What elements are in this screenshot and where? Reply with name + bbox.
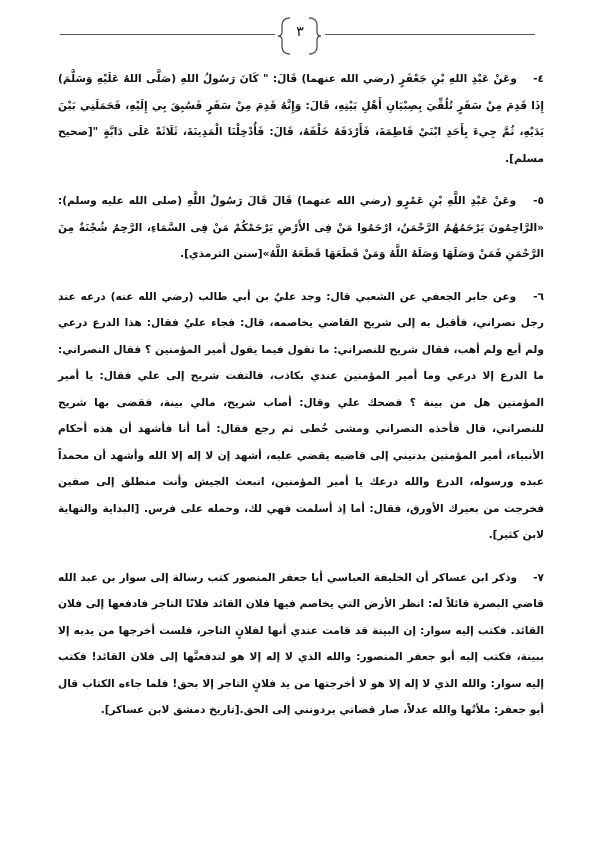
document-body — [58, 66, 544, 740]
page-header — [0, 0, 596, 60]
paragraph-number: ٤- — [533, 73, 544, 85]
left-bracket-ornament — [276, 16, 294, 56]
paragraph-4 — [58, 66, 544, 172]
right-bracket-ornament — [305, 16, 323, 56]
paragraph-number: ٥- — [533, 195, 544, 207]
paragraph-number: ٧- — [533, 571, 544, 584]
paragraph-text: وذكر ابن عساكر أن الخليفة العباسي أبا جعفر المنصور كتب رسالة إلى سوار بن عبد الله قاضي البصرة قائلاً له: انظر الأرض التي يخاصم فيها فلان القائد فلانًا التاجر فادفعها إلى فلان القائد. فكتب إليه سوار: إن البينة قد قامت عندي أنها لفلانٍ التاجر، فلست أخرجها من يديه إلا ببينة، فكتب إليه أبو جعفر المنصور: والله الذي لا إله إلا هو لتدفعنَّها إلى فلان القائد! فكتب إليه سوار: والله الذي لا إله إلا هو لا أخرجتها من يد فلانٍ التاجر إلا بحق! فلما جاءه الكتاب قال أبو جعفر: ملأتُها والله عدلاً، صار قضاتي يردونني إلى الحق.[تاريخ دمشق لابن عساكر]. — [58, 571, 544, 716]
paragraph-text: وعن جابر الجعفي عن الشعبي قال: وجد عليٌ بن أبي طالب (رضي الله عنه) درعه عند رجل نصراني، فأقبل به إلى شريح القاضي يخاصمه، قال: فجاء عليٌ فقال: هذا الدرع درعي ولم أبع ولم أهب، فقال شريح للنصراني: ما تقول فيما يقول أمير المؤمنين ؟ فقال النصراني: ما الدرع إلا درعي وما أمير المؤمنين عندي بكاذب، فالتفت شريح إلى علي فقال: يا أمير المؤمنين هل من بينة ؟ فضحك علي وقال: أصاب شريح، مالي بينة، فقضى بها شريح للنصراني، قال فأخذه النصراني ومشى خُطى ثم رجع فقال: أما أنا فأشهد أن هذه أحكام الأنبياء، أمير المؤمنين يدنيني إلى قاضيه يقضي عليه، أشهد إن لا إله إلا الله وأشهد أن محمداً عبده ورسوله، الدرع والله درعك يا أمير المؤمنين، انبعث الجيش وأنت منطلق إلى صفين فخرجت من بعيرك الأورق، فقال: أما إذ أسلمت فهي لك، وحمله على فرس. [البداية والنهاية لابن كثير]. — [58, 290, 544, 541]
paragraph-number: ٦- — [533, 290, 544, 303]
header-rule-left — [60, 34, 275, 35]
paragraph-text: وعَنْ عَبْدِ اللهِ بْنِ جَعْفَرٍ (رضي الله عنهما) قَالَ: " كَانَ رَسُولُ اللهِ (صَلَّى اللهُ عَلَيْهِ وَسَلَّمَ) إِذَا قَدِمَ مِنْ سَفَرٍ تُلُقِّيَ بِصِبْيَانِ أَهْلِ بَيْتِهِ، قَالَ: وَإِنَّهُ قَدِمَ مِنْ سَفَرٍ فَسُبِقَ بِي إِلَيْهِ، فَحَمَلَنِي بَيْنَ يَدَيْهِ، ثُمَّ جِيءَ بِأَحَدِ ابْنَيْ فَاطِمَةَ، فَأَرْدَفَهُ خَلْفَهُ، قَالَ: فَأُدْخِلْنَا الْمَدِينَةَ، ثَلَاثَةً عَلَى دَابَّةٍ "[صحيح مسلم]. — [58, 73, 544, 165]
paragraph-text: وعَنْ عَبْدِ اللَّهِ بْنِ عَمْرٍو (رضي الله عنهما) قَالَ قَالَ رَسُولُ اللَّهِ (صلى الله عليه وسلم): «الرَّاحِمُونَ يَرْحَمُهُمُ الرَّحْمَنُ، ارْحَمُوا مَنْ فِى الأَرْضِ يَرْحَمْكُمْ مَنْ فِى السَّمَاءِ، الرَّحِمُ شُجْنَةٌ مِنَ الرَّحْمَنِ فَمَنْ وَصَلَهَا وَصَلَهُ اللَّهُ وَمَنْ قَطَعَهَا قَطَعَهُ اللَّهُ»[سنن الترمذي]. — [58, 195, 544, 260]
page-number: ٣ — [296, 24, 304, 40]
paragraph-7 — [58, 565, 544, 724]
paragraph-6 — [58, 284, 544, 549]
header-rule-right — [325, 34, 535, 35]
paragraph-5 — [58, 188, 544, 268]
